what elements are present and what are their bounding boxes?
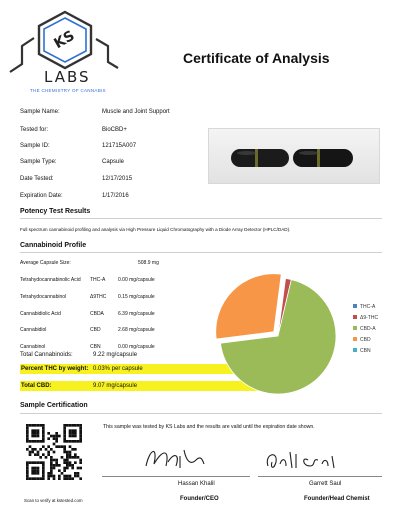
cannabinoid-value: 0.00 mg/capsule [118, 277, 155, 283]
legend-swatch [353, 337, 357, 341]
certification-divider [20, 413, 382, 414]
date-tested-value: 12/17/2015 [102, 176, 133, 182]
signer-name-chemist: Garrett Saul [309, 481, 342, 487]
total-cbd-label: Total CBD: [21, 383, 52, 389]
sample-type-value: Capsule [102, 159, 125, 165]
cannabinoid-abbr: CBN [90, 344, 101, 350]
cannabinoid-abbr: CBDA [90, 311, 104, 317]
signer-title-ceo: Founder/CEO [180, 496, 219, 502]
legend-label: THC-A [360, 304, 376, 310]
total-cannabinoids-value: 9.22 mg/capsule [93, 352, 138, 358]
profile-heading: Cannabinoid Profile [20, 242, 87, 249]
legend-label: CBN [360, 348, 371, 354]
legend-label: CBD [360, 337, 371, 343]
date-tested-label: Date Tested: [20, 176, 54, 182]
sample-type-label: Sample Type: [20, 159, 57, 165]
legend-label: CBD-A [360, 326, 376, 332]
total-cannabinoids-label: Total Cannabinoids: [20, 352, 73, 358]
capsule-photo [208, 128, 380, 184]
cannabinoid-value: 0.15 mg/capsule [118, 294, 155, 300]
signature-garrett [262, 446, 342, 476]
cannabinoid-abbr: THC-A [90, 277, 106, 283]
cannabinoid-value: 0.00 mg/capsule [118, 344, 155, 350]
signer-name-ceo: Hassan Khalil [178, 481, 215, 487]
pie-slice-cbd [216, 274, 282, 339]
percent-thc-value: 0.03% per capsule [93, 366, 143, 372]
legend-swatch [353, 348, 357, 352]
percent-thc-label: Percent THC by weight: [21, 366, 89, 372]
sample-name-value: Muscle and Joint Support [102, 109, 170, 115]
qr-code[interactable] [26, 424, 82, 488]
qr-code-icon [26, 424, 82, 480]
profile-divider [20, 252, 382, 253]
avg-capsule-label: Average Capsule Size: [20, 260, 71, 266]
potency-description: Full spectrum cannabinoid profiling and analysis via High Pressure Liquid Chromatography with a Diode Array Detector (HPLC/DAD). [20, 227, 291, 232]
legend-swatch [353, 315, 357, 319]
legend-label: Δ9-THC [360, 315, 379, 321]
cannabinoid-name: Cannabinol [20, 344, 46, 350]
tested-for-value: BioCBD+ [102, 127, 127, 133]
document-title: Certificate of Analysis [183, 50, 330, 66]
expiration-date-value: 1/17/2016 [102, 193, 129, 199]
cannabinoid-name: Cannabidiol [20, 327, 47, 333]
sample-id-value: 121715A007 [102, 143, 137, 149]
logo-initials: KS [51, 27, 78, 53]
capsule-image [209, 129, 379, 183]
logo-tagline: THE CHEMISTRY OF CANNABIS [30, 88, 106, 93]
cannabinoid-pie-chart [190, 262, 390, 402]
scan-verify-text: Scan to verify at kstested.com [24, 498, 83, 503]
ks-labs-logo [4, 6, 124, 98]
avg-capsule-value: 508.9 mg [138, 260, 159, 266]
signature-line-ceo [102, 476, 250, 477]
logo-word: LABS [44, 68, 91, 86]
cannabinoid-name: Tetrahydocannabinol [20, 294, 67, 300]
total-cbd-value: 9.07 mg/capsule [93, 383, 138, 389]
potency-divider [20, 218, 382, 219]
expiration-date-label: Expiration Date: [20, 193, 63, 199]
sample-id-label: Sample ID: [20, 143, 50, 149]
legend-swatch [353, 304, 357, 308]
signature-hassan [140, 440, 210, 476]
cannabinoid-abbr: CBD [90, 327, 101, 333]
potency-heading: Potency Test Results [20, 208, 91, 215]
signature-line-chemist-visible [258, 476, 382, 477]
legend-swatch [353, 326, 357, 330]
cannabinoid-name: Tetrahydocannabinolic Acid [20, 277, 81, 283]
signer-title-chemist: Founder/Head Chemist [304, 496, 370, 502]
cannabinoid-abbr: Δ9THC [90, 294, 107, 300]
cannabinoid-name: Cannabidiolic Acid [20, 311, 61, 317]
cannabinoid-value: 2.68 mg/capsule [118, 327, 155, 333]
certification-heading: Sample Certification [20, 402, 88, 409]
certification-statement: This sample was tested by KS Labs and the results are valid until the expiration date shown. [103, 424, 315, 430]
sample-name-label: Sample Name: [20, 109, 60, 115]
tested-for-label: Tested for: [20, 127, 49, 133]
cannabinoid-value: 6.39 mg/capsule [118, 311, 155, 317]
